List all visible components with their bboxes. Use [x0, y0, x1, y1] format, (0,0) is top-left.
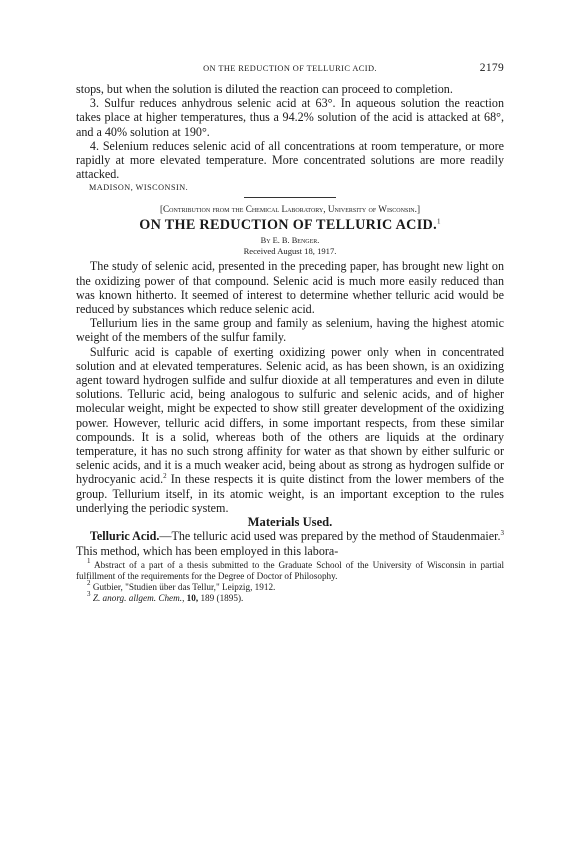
article-title — [76, 217, 504, 234]
journal-page — [76, 64, 504, 604]
article-title-text: ON THE REDUCTION OF TELLURIC ACID. — [139, 217, 437, 234]
footnote-3-journal: Z. anorg. allgem. Chem., — [90, 593, 185, 604]
article-body — [76, 259, 504, 557]
footnote-2-mark: 2 — [87, 579, 91, 588]
running-head — [76, 64, 504, 82]
place-of-origin: MADISON, WISCONSIN. — [89, 183, 189, 193]
conclusion-3: 3. Sulfur reduces anhydrous selenic acid at 63°. In aqueous solution the reaction takes place at higher temperatures, thus a 94.2% solution of the acid is attacked at 68°, and a 40% solution at 190°. — [76, 96, 504, 139]
footnote-2-text: Gutbier, "Studien über das Tellur," Leipzig, 1912. — [90, 582, 276, 593]
section-divider — [244, 197, 336, 198]
footnote-1-mark: 1 — [87, 556, 91, 565]
previous-article-end — [76, 82, 504, 181]
run-in-heading: Telluric Acid. — [89, 529, 160, 544]
author-byline: By E. B. Benger. — [260, 236, 320, 246]
footnote-3-mark: 3 — [87, 590, 91, 599]
footnote-3-volume: 10, — [184, 593, 199, 604]
paragraph-4-text-b: This method, which has been employed in this labora- — [76, 543, 339, 558]
footnote-3 — [76, 590, 504, 604]
page-number: 2179 — [479, 62, 504, 74]
paragraph-3 — [76, 345, 504, 515]
footnote-3-text: 189 (1895). — [198, 593, 244, 604]
footnote-ref-2: 2 — [163, 472, 167, 481]
footnote-2 — [76, 579, 504, 593]
continued-paragraph: stops, but when the solution is diluted the reaction can proceed to completion. — [76, 82, 453, 96]
section-heading: Materials Used. — [247, 515, 333, 530]
received-date: Received August 18, 1917. — [243, 246, 337, 257]
paragraph-3-text-b: In these respects it is quite distinct from the lower members of the group. Tellurium itself, in its atomic weight, is an important exception to the rules underlying the periodic system. — [76, 472, 504, 515]
running-title: ON THE REDUCTION OF TELLURIC ACID. — [203, 64, 377, 73]
paragraph-4 — [76, 529, 504, 557]
footnote-1 — [76, 556, 504, 582]
footnote-1-text: Abstract of a part of a thesis submitted to the Graduate School of the University of Wisconsin in partial fulfillment of the requirements for the Degree of Doctor of Philosophy. — [76, 559, 504, 581]
paragraph-1: The study of selenic acid, presented in the preceding paper, has brought new light on the oxidizing power of that compound. Selenic acid is much more easily reduced than was known hitherto. It seemed of interest to determine whether telluric acid would be reduced by substances which reduce selenic acid. — [76, 259, 504, 317]
paragraph-4-text-a: —The telluric acid used was prepared by the method of Staudenmaier. — [159, 529, 501, 544]
paragraph-3-text-a: Sulfuric acid is capable of exerting oxidizing power only when in concentrated solution and at elevated temperatures. Selenic acid, as has been shown, is an oxidizing agent toward hydrogen sulfide and sulfur dioxide at all temperatures and even in dilute solutions. Telluric acid, being analogous to sulfuric and selenic acids, and of higher molecular weight, might be expected to show still greater development of the oxidizing power. However, telluric acid differs, in some important respects, from these similar compounds. It is a solid, whereas both of the others are liquids at the ordinary temperature, it has no such strong affinity for water as that shown by either sulfuric or selenic acids, and it is a much weaker acid, being about as strong as hydrogen sulfide or hydrocyanic acid. — [76, 344, 504, 487]
footnote-ref-3: 3 — [500, 529, 504, 538]
conclusion-4: 4. Selenium reduces selenic acid of all concentrations at room temperature, or more rapidly at more elevated temperature. More concentrated solutions are more readily attacked. — [76, 138, 504, 182]
title-footnote-mark: 1 — [436, 217, 441, 226]
paragraph-2: Tellurium lies in the same group and family as selenium, having the highest atomic weight of the members of the sulfur family. — [76, 316, 504, 345]
footnotes — [76, 556, 504, 604]
contribution-line: [Contribution from the Chemical Laboratory, University of Wisconsin.] — [159, 204, 421, 215]
